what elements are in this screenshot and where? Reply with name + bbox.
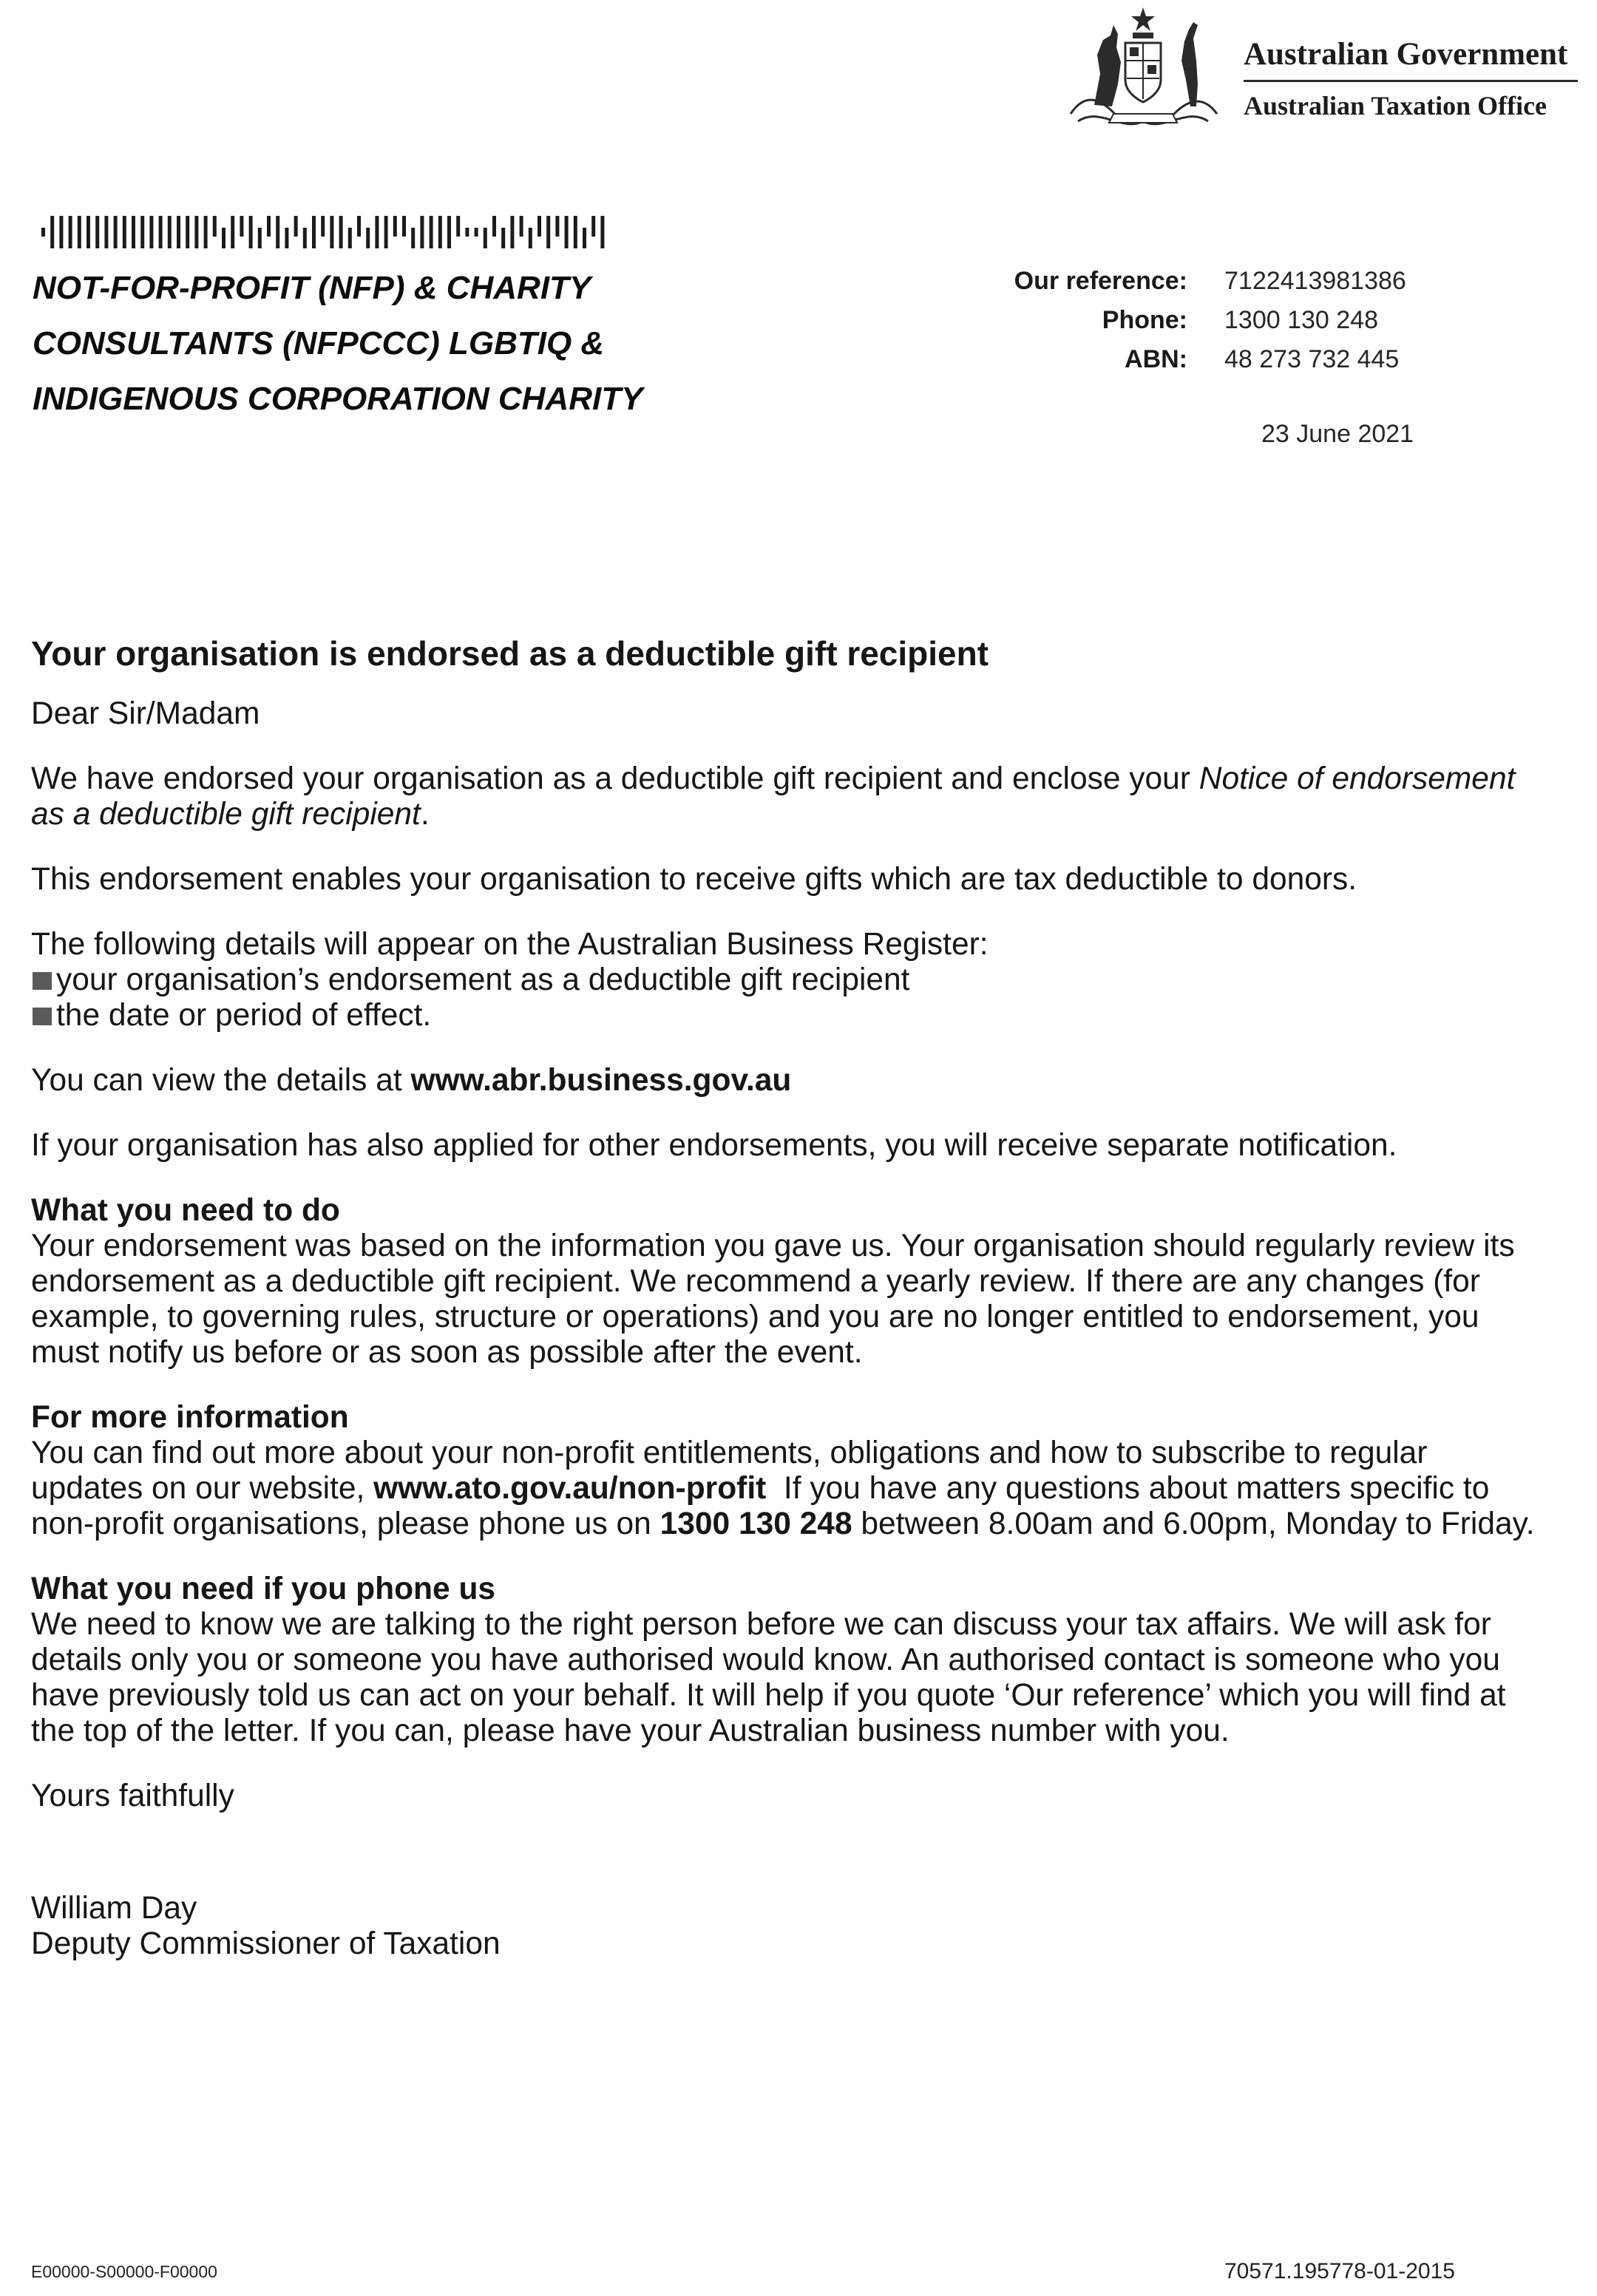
reference-block (961, 262, 1479, 379)
barcode-bar (321, 216, 325, 237)
closing: Yours faithfully (31, 1779, 234, 1813)
barcode-bar (240, 216, 243, 237)
section-title: What you need to do (31, 1193, 340, 1228)
barcode-bar (177, 216, 180, 248)
paragraph-text: between 8.00am and 6.00pm, Monday to Friday. (852, 1507, 1535, 1541)
barcode-bar (510, 216, 514, 248)
barcode-bar (267, 216, 271, 237)
section-phone-us (31, 1572, 1539, 1749)
barcode-bar (294, 216, 298, 237)
section-what-to-do (31, 1193, 1539, 1371)
barcode-bar (420, 216, 424, 248)
footer-form-code: 70571.195778-01-2015 (1224, 2259, 1455, 2283)
barcode-bar (492, 216, 496, 237)
list-item (31, 962, 1539, 998)
barcode-bar (529, 228, 532, 248)
phone-value: 1300 130 248 (1224, 306, 1378, 334)
barcode-bar (357, 216, 361, 237)
barcode-bar (411, 228, 415, 248)
square-bullet-icon (33, 1008, 52, 1025)
barcode-bar (520, 216, 523, 237)
barcode-bar (78, 216, 81, 248)
section-title: What you need if you phone us (31, 1572, 496, 1606)
barcode-bar (456, 216, 460, 237)
barcode-bar (69, 216, 72, 248)
recipient-line: CONSULTANTS (NFPCCC) LGBTIQ & (33, 325, 605, 361)
letter-body (31, 634, 1539, 1962)
barcode-bar (447, 216, 451, 248)
barcode-bar (95, 216, 99, 248)
register-intro: The following details will appear on the Australian Business Register: (31, 927, 989, 962)
ato-website-link[interactable]: www.ato.gov.au/non-profit (373, 1471, 767, 1506)
signatory-title: Deputy Commissioner of Taxation (31, 1926, 501, 1961)
barcode-bar (339, 216, 343, 248)
barcode-bar (59, 216, 63, 248)
barcode-bar (591, 216, 595, 237)
paragraph-view-details (31, 1063, 1539, 1098)
our-reference-value: 7122413981386 (1224, 267, 1406, 295)
barcode-bar (149, 216, 153, 248)
barcode-bar (222, 228, 226, 248)
coat-of-arms-icon (1056, 3, 1230, 135)
paragraph-register (31, 927, 1539, 1033)
agency-wordmark (1244, 35, 1591, 122)
barcode-bar (194, 216, 198, 248)
barcode-bar (249, 216, 253, 248)
paragraph-text: You can find out more about your non-profit entitlements, obligations and how to subscribe to regular updates on our website, (31, 1436, 1428, 1506)
barcode-bar (114, 216, 118, 248)
barcode-bar (186, 216, 189, 248)
barcode-bar (546, 216, 550, 248)
phone-label: Phone: (1102, 306, 1187, 334)
abn-label: ABN: (1125, 345, 1187, 373)
paragraph-text: . (420, 797, 430, 832)
notice-title: Notice of endorsement as a deductible gift recipient (31, 761, 1516, 832)
barcode-bar (330, 216, 333, 248)
list-item-text: your organisation’s endorsement as a deductible gift recipient (56, 962, 910, 997)
footer-document-code: E00000-S00000-F00000 (31, 2262, 217, 2281)
paragraph-text: If you have any questions about matters specific to non-profit organisations, please phone us on (31, 1471, 1499, 1541)
barcode-bar (538, 216, 541, 237)
recipient-line: INDIGENOUS CORPORATION CHARITY (33, 381, 643, 417)
abn-value: 48 273 732 445 (1224, 345, 1400, 373)
barcode-bar (375, 216, 379, 248)
recipient-line: NOT-FOR-PROFIT (NFP) & CHARITY (33, 270, 591, 306)
paragraph-other-endorsements: If your organisation has also applied for other endorsements, you will receive separate notification. (31, 1128, 1397, 1163)
barcode-bar (438, 216, 442, 248)
paragraph-endorsement (31, 761, 1539, 832)
paragraph-text: We have endorsed your organisation as a deductible gift recipient and enclose your (31, 761, 1199, 796)
barcode-bar (303, 228, 307, 248)
barcode-bar (41, 228, 45, 237)
salutation: Dear Sir/Madam (31, 696, 260, 731)
section-title: For more information (31, 1400, 349, 1435)
wordmark-divider (1244, 80, 1578, 82)
barcode-bar (87, 216, 90, 248)
paragraph-text: You can view the details at (31, 1063, 411, 1098)
recipient-address (33, 260, 742, 427)
barcode-bar (402, 216, 406, 237)
abn-row (961, 340, 1479, 379)
barcode-bar (213, 216, 217, 237)
abr-website-link[interactable]: www.abr.business.gov.au (410, 1063, 792, 1098)
barcode-bar (168, 216, 172, 248)
register-details-list (31, 962, 1539, 1033)
our-reference-row (961, 262, 1479, 301)
section-body: Your endorsement was based on the information you gave us. Your organisation should regularly review its endorsement as a deductible gift recipient. We recommend a yearly review. If there are any changes (for example, to governing rules, structure or operations) and you are no longer entitled to endorsement, you must notify us before or as soon as possible after the event. (31, 1229, 1515, 1370)
barcode-bar (348, 228, 352, 248)
barcode-bar (312, 216, 316, 248)
paragraph-deductible: This endorsement enables your organisation to receive gifts which are tax deductible to donors. (31, 862, 1357, 897)
section-body: We need to know we are talking to the right person before we can discuss your tax affairs. We will ask for details only you or someone you have authorised would know. An authorised contact is someone who you have previously told us can act on your behalf. It will help if you quote ‘Our reference’ which you will find at the top of the letter. If you can, please have your Australian business number with you. (31, 1607, 1506, 1748)
signatory-name: William Day (31, 1891, 197, 1926)
barcode-bar (285, 228, 288, 248)
barcode-bar (231, 216, 234, 248)
barcode-bar (123, 216, 126, 248)
barcode-bar (475, 228, 478, 237)
agency-name: Australian Taxation Office (1244, 91, 1547, 120)
barcode-bar (50, 216, 54, 248)
barcode-bar (393, 216, 397, 237)
barcode-bar (555, 216, 559, 237)
barcode-bar (366, 228, 370, 248)
section-body (31, 1436, 1539, 1542)
barcode-bar (583, 228, 586, 248)
barcode-bar (384, 216, 388, 248)
our-reference-label: Our reference: (1014, 267, 1187, 295)
barcode-bar (132, 216, 135, 248)
signature-space (31, 1814, 1539, 1891)
barcode-bar (159, 216, 163, 248)
section-more-information (31, 1400, 1539, 1542)
letter-heading: Your organisation is endorsed as a deductible gift recipient (31, 634, 989, 673)
barcode-bar (600, 216, 604, 248)
barcode-bar (276, 216, 279, 248)
barcode-bar (484, 228, 487, 248)
phone-number: 1300 130 248 (660, 1507, 852, 1541)
phone-row (961, 301, 1479, 340)
barcode-bar (204, 216, 208, 248)
barcode-bar (140, 216, 144, 248)
barcode-bar (574, 216, 577, 248)
barcode-bar (565, 216, 569, 248)
barcode-bar (104, 216, 108, 248)
list-item-text: the date or period of effect. (56, 998, 432, 1033)
postal-barcode (40, 216, 617, 248)
barcode-bar (258, 228, 262, 248)
square-bullet-icon (33, 972, 52, 990)
barcode-bar (430, 216, 433, 248)
list-item (31, 998, 1539, 1033)
barcode-bar (465, 228, 469, 237)
letter-date: 23 June 2021 (1261, 420, 1414, 448)
government-name: Australian Government (1244, 37, 1568, 72)
barcode-bar (501, 228, 505, 248)
